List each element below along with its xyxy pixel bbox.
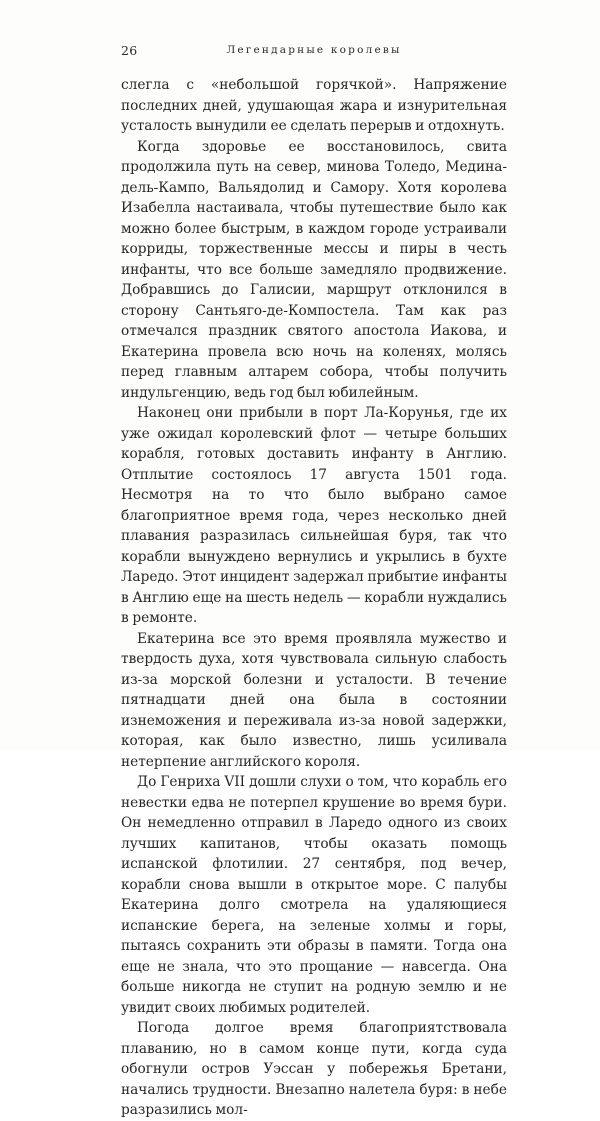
body-text [121, 75, 507, 1121]
page-number: 26 [121, 43, 138, 58]
paragraph: Когда здоровье ее восстановилось, свита продолжила путь на север, минова Толедо, Медина-дель-Кампо, Вальядолид и Самору. Хотя королева Изабелла настаивала, чтобы путешествие было как можно более быстрым, в каждом городе устраивали корриды, торжественные мессы и пиры в честь инфанты, что все больше замедляло продвижение. Добравшись до Галисии, маршрут отклонился в сторону Сантьяго-де-Компостела. Там как раз отмечался праздник святого апостола Иакова, и Екатерина провела всю ночь на коленях, молясь перед главным алтарем собора, чтобы получить индульгенцию, ведь год был юбилейным. [121, 138, 507, 401]
page-header [121, 43, 507, 59]
paragraph: Наконец они прибыли в порт Ла-Корунья, где их уже ожидал королевский флот — четыре больших корабля, готовых доставить инфанту в Англию. Отплытие состоялось 17 августа 1501 года. Несмотря на то что было выбрано самое благоприятное время года, через несколько дней плавания разразилась сильнейшая буря, так что корабли вынуждено вернулись и укрылись в бухте Ларедо. Этот инцидент задержал прибытие инфанты в Англию еще на шесть недель — корабли нуждались в ремонте. [121, 405, 507, 626]
paragraph: Погода долгое время благоприятствовала плаванию, но в самом конце пути, когда суда обогнули остров Уэссан у побережья Бретани, начались трудности. Внезапно налетела буря: в небе разразились мол- [121, 1020, 507, 1118]
paragraph: слегла с «небольшой горячкой». Напряжение последних дней, удушающая жара и изнурительная усталость вынудили ее сделать перерыв и отдохнуть. [121, 77, 507, 134]
paragraph: Екатерина все это время проявляла мужество и твердость духа, хотя чувствовала сильную слабость из-за морской болезни и усталости. В течение пятнадцати дней она была в состоянии изнеможения и переживала из-за новой задержки, которая, как было известно, лишь усиливала нетерпение английского короля. [121, 630, 507, 770]
running-title: Легендарные королевы [226, 44, 402, 56]
paragraph: До Генриха VII дошли слухи о том, что корабль его невестки едва не потерпел крушение во время бури. Он немедленно отправил в Ларедо одного из своих лучших капитанов, чтобы оказать помощь испанской флотилии. 27 сентября, под вечер, корабли снова вышли в открытое море. С палубы Екатерина долго смотрела на удаляющиеся испанские берега, на зеленые холмы и горы, пытаясь сохранить эти образы в памяти. Тогда она еще не знала, что это прощание — навсегда. Она больше никогда не ступит на родную землю и не увидит своих любимых родителей. [121, 774, 507, 1016]
